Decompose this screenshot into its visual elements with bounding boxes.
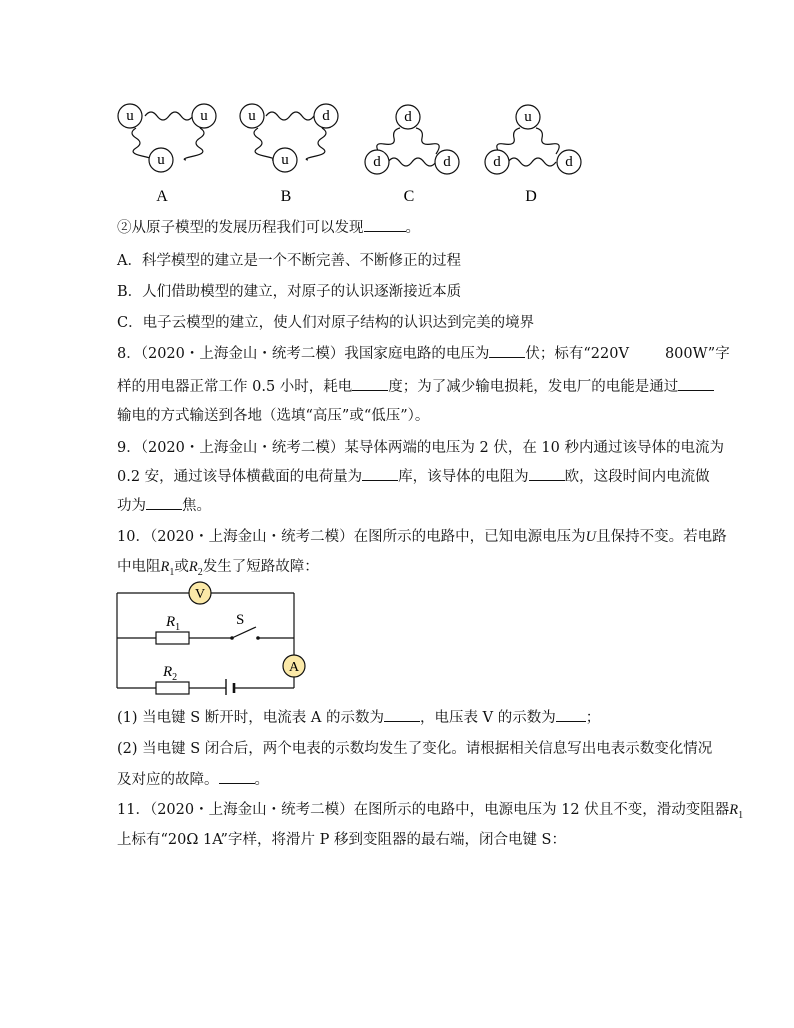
- model-d-label: D: [525, 188, 537, 205]
- r1-label: $R_1$: [166, 614, 181, 633]
- circuit-diagram: [110, 580, 310, 695]
- model-c-quark-2: d: [373, 154, 381, 170]
- voltmeter-icon: [189, 582, 211, 604]
- switch-contact-icon: [230, 636, 234, 640]
- answer-blank[interactable]: [678, 378, 714, 391]
- model-c-label: C: [403, 188, 415, 205]
- model-d-quark-1: u: [524, 109, 532, 125]
- svg-text:V: V: [194, 587, 206, 602]
- q9-line-3: 功为 焦。: [117, 498, 211, 514]
- model-b-quark-3: u: [281, 152, 289, 168]
- answer-blank[interactable]: [146, 497, 182, 510]
- model-b-label: B: [280, 188, 292, 205]
- q10-line-1: 10．（2020・上海金山・统考二模）在图所示的电路中，已知电源电压为U且保持不变。若电路: [117, 529, 727, 545]
- ammeter-icon: [283, 655, 305, 677]
- model-a: [118, 104, 216, 205]
- q10-line-2: 中电阻$R_1$或$R_2$发生了短路故障：: [117, 559, 319, 578]
- resistor-r2-symbol: [156, 682, 189, 694]
- model-b-quark-2: d: [322, 108, 330, 124]
- model-c: [365, 105, 459, 205]
- q10-sub-2-cont: 及对应的故障。 。: [117, 772, 269, 788]
- answer-blank[interactable]: [364, 219, 406, 232]
- switch-label: S: [236, 612, 245, 628]
- q2-stem: ②从原子模型的发展历程我们可以发现 。: [117, 220, 420, 236]
- q10-sub-2: (2) 当电键 S 闭合后，两个电表的示数均发生了变化。请根据相关信息写出电表示数变化情况: [117, 741, 713, 757]
- model-a-quark-1: u: [126, 108, 134, 124]
- answer-blank[interactable]: [352, 378, 388, 391]
- model-c-quark-3: d: [443, 154, 451, 170]
- switch-contact-icon: [256, 636, 260, 640]
- q2-option-c: C．电子云模型的建立，使人们对原子结构的认识达到完美的境界: [117, 315, 535, 331]
- answer-blank[interactable]: [556, 709, 586, 722]
- q8-line-2: 样的用电器正常工作 0.5 小时，耗电 度；为了减少输电损耗，发电厂的电能是通过: [117, 377, 714, 397]
- model-d: [485, 105, 581, 205]
- resistor-r1-symbol: [156, 632, 189, 644]
- q9-line-1: 9．（2020・上海金山・统考二模）某导体两端的电压为 2 伏，在 10 秒内通过该导体的电流为: [117, 440, 724, 456]
- model-a-quark-3: u: [157, 152, 165, 168]
- q8-line-3: 输电的方式输送到各地（选填“高压”或“低压”）。: [117, 408, 430, 424]
- q9-line-2: 0.2 安，通过该导体横截面的电荷量为 库，该导体的电阻为 欧，这段时间内电流做: [117, 469, 710, 485]
- q2-option-b: B．人们借助模型的建立，对原子的认识逐渐接近本质: [117, 284, 462, 300]
- svg-text:A: A: [288, 660, 300, 675]
- model-b: [240, 104, 338, 205]
- answer-blank[interactable]: [529, 468, 565, 481]
- model-a-quark-2: u: [200, 108, 208, 124]
- answer-blank[interactable]: [489, 345, 525, 358]
- answer-blank[interactable]: [362, 468, 398, 481]
- answer-blank[interactable]: [384, 709, 420, 722]
- q10-sub-1: (1) 当电键 S 断开时，电流表 A 的示数为 ，电压表 V 的示数为 ；: [117, 710, 601, 726]
- model-b-quark-1: u: [248, 108, 256, 124]
- model-a-label: A: [156, 188, 168, 205]
- q2-option-a: A．科学模型的建立是一个不断完善、不断修正的过程: [117, 253, 461, 269]
- model-d-quark-3: d: [565, 154, 573, 170]
- model-c-quark-1: d: [404, 109, 412, 125]
- model-d-quark-2: d: [493, 154, 501, 170]
- q8-line-1: 8．（2020・上海金山・统考二模）我国家庭电路的电压为 伏；标有“220V 800W”字: [117, 346, 730, 362]
- quark-models-figure: [100, 95, 600, 210]
- battery-icon: [226, 679, 234, 695]
- r2-label: $R_2$: [163, 664, 178, 683]
- q11-line-2: 上标有“20Ω 1A”字样，将滑片 P 移到变阻器的最右端，闭合电键 S：: [117, 832, 566, 848]
- q11-line-1: 11．（2020・上海金山・统考二模）在图所示的电路中，电源电压为 12 伏且不变，滑动变阻器$R_1$: [117, 802, 744, 821]
- answer-blank[interactable]: [219, 771, 255, 784]
